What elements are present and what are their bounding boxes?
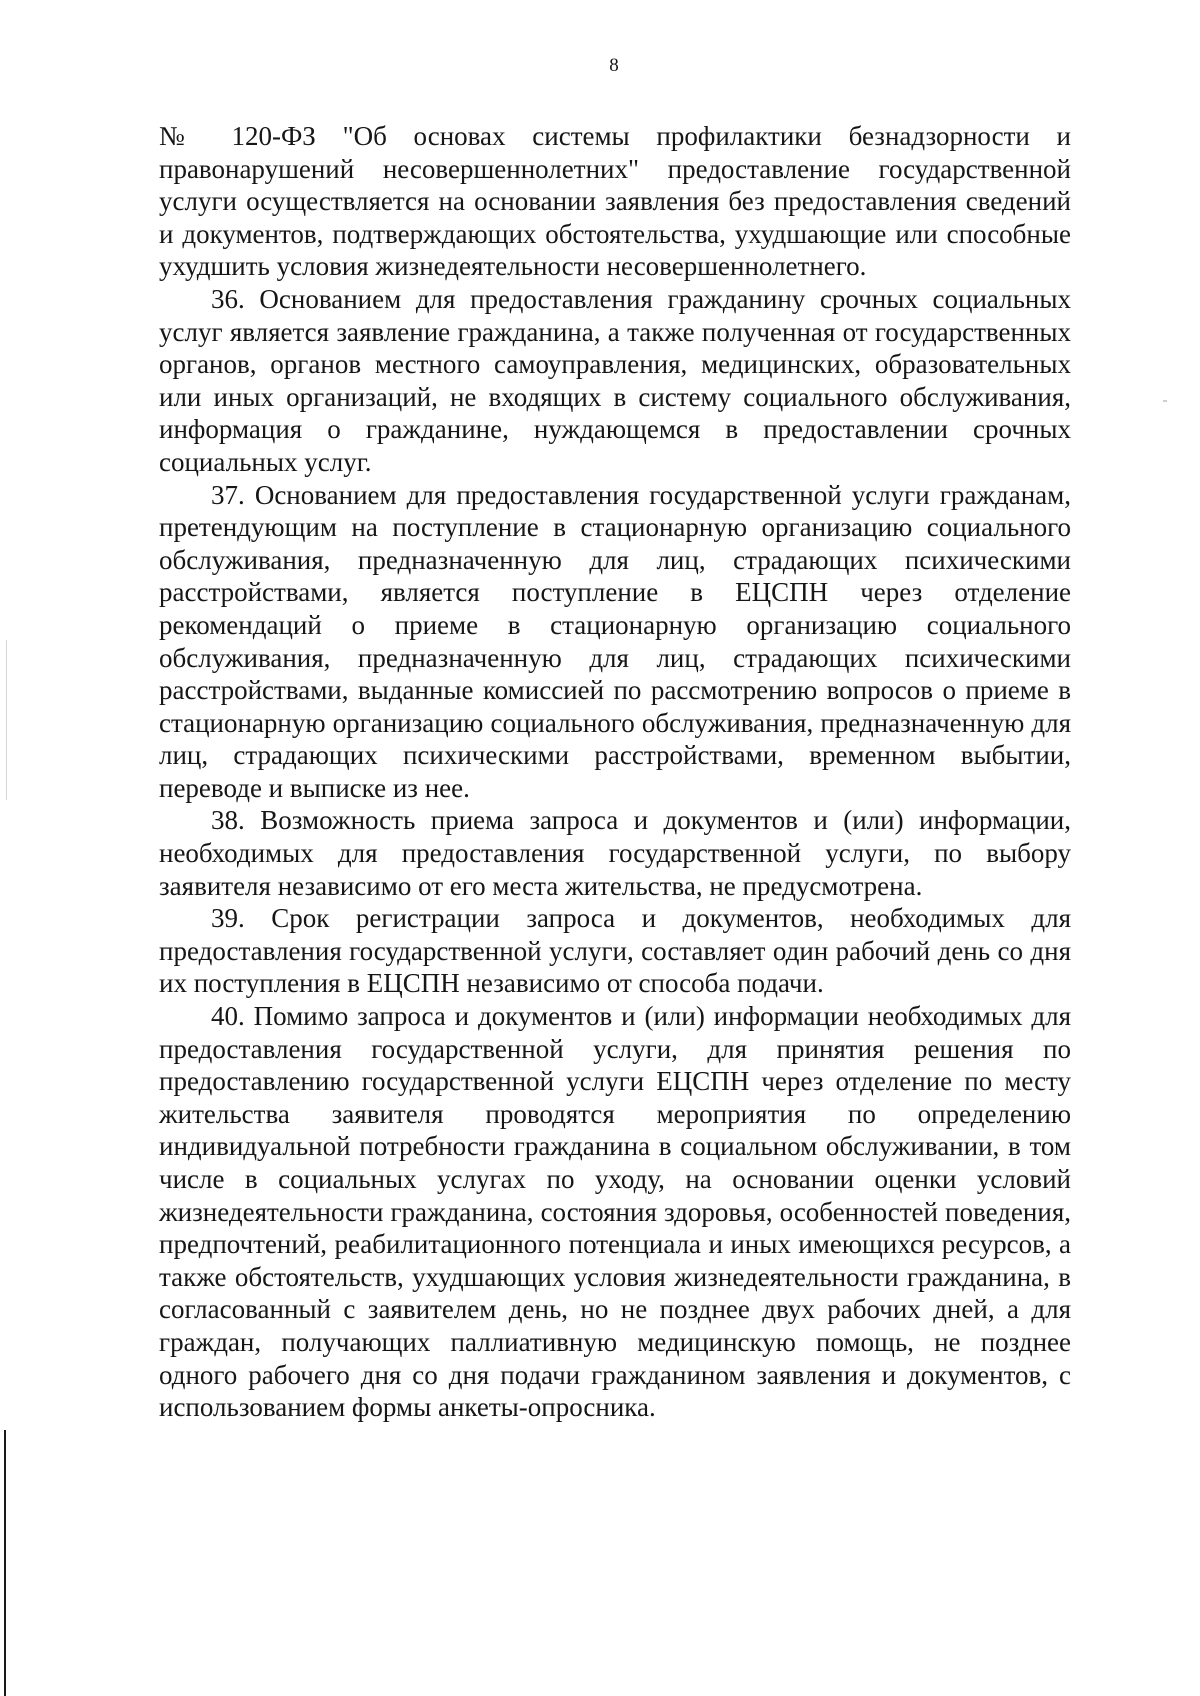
- paragraph-continuation: № 120-ФЗ "Об основах системы профилактики безнадзорности и правонарушений несовершеннолетних" предоставление государственной услуги осуществляется на основании заявления без предоставления сведений и документов, подтверждающих обстоятельства, ухудшающие или способные ухудшить условия жизнедеятельности несовершеннолетнего.: [159, 121, 1071, 282]
- page-number: 8: [609, 55, 619, 76]
- document-body: [159, 120, 1071, 1424]
- scan-edge-mark: [4, 1430, 6, 1696]
- paragraph-38: 38. Возможность приема запроса и документов и (или) информации, необходимых для предоставления государственной услуги, по выбору заявителя независимо от его места жительства, не предусмотрена.: [159, 805, 1071, 901]
- paragraph-40: 40. Помимо запроса и документов и (или) информации необходимых для предоставления государственной услуги, для принятия решения по предоставлению государственной услуги ЕЦСПН через отделение по месту жительства заявителя проводятся мероприятия по определению индивидуальной потребности гражданина в социальном обслуживании, в том числе в социальных услугах по уходу, на основании оценки условий жизнедеятельности гражданина, состояния здоровья, особенностей поведения, предпочтений, реабилитационного потенциала и иных имеющихся ресурсов, а также обстоятельств, ухудшающих условия жизнедеятельности гражданина, в согласованный с заявителем день, но не позднее двух рабочих дней, а для граждан, получающих паллиативную медицинскую помощь, не позднее одного рабочего дня со дня подачи гражданином заявления и документов, с использованием формы анкеты-опросника.: [159, 1001, 1071, 1423]
- scan-edge-mark-faint: [6, 640, 7, 800]
- paragraph-37: 37. Основанием для предоставления государственной услуги гражданам, претендующим на поступление в стационарную организацию социального обслуживания, предназначенную для лиц, страдающих психическими расстройствами, является поступление в ЕЦСПН через отделение рекомендаций о приеме в стационарную организацию социального обслуживания, предназначенную для лиц, страдающих психическими расстройствами, выданные комиссией по рассмотрению вопросов о приеме в стационарную организацию социального обслуживания, предназначенную для лиц, страдающих психическими расстройствами, временном выбытии, переводе и выписке из нее.: [159, 479, 1071, 803]
- paragraph-36: 36. Основанием для предоставления гражданину срочных социальных услуг является заявление гражданина, а также полученная от государственных органов, органов местного самоуправления, медицинских, образовательных или иных организаций, не входящих в систему социального обслуживания, информация о гражданине, нуждающемся в предоставлении срочных социальных услуг.: [159, 283, 1071, 477]
- paragraph-39: 39. Срок регистрации запроса и документов, необходимых для предоставления государственной услуги, составляет один рабочий день со дня их поступления в ЕЦСПН независимо от способа подачи.: [159, 903, 1071, 999]
- scan-speck: [1163, 400, 1167, 402]
